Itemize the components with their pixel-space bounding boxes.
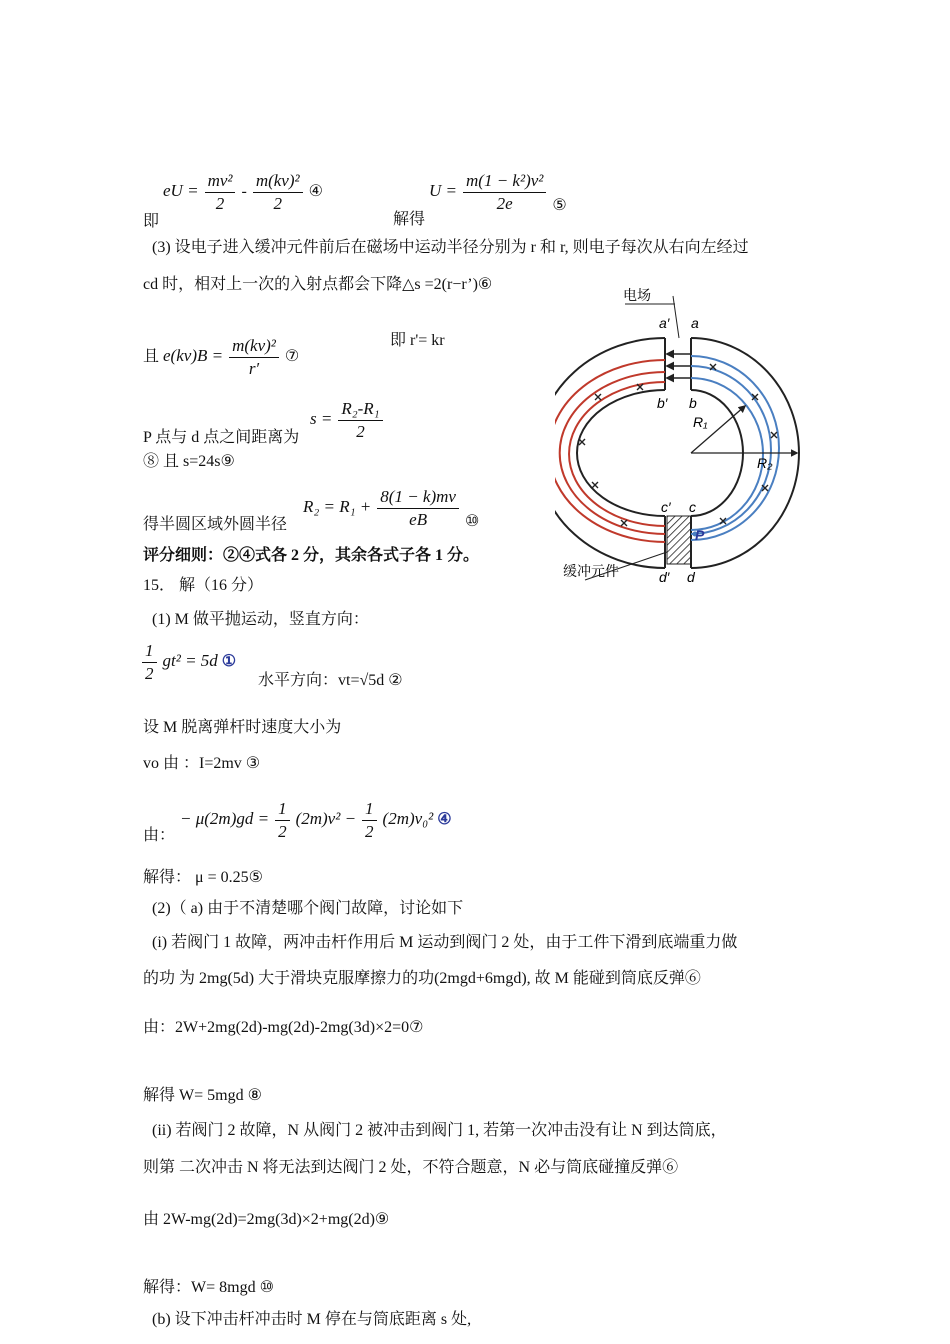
eq1-expr: gt² = 5d — [162, 651, 218, 671]
eq1-den: 2 — [145, 664, 154, 683]
label-field: 电场 — [623, 287, 651, 303]
case-ii-line1: (ii) 若阀门 2 故障，N 从阀门 2 被冲击到阀门 1, 若第一次冲击没有让 N 到达筒底， — [152, 1122, 727, 1139]
q15-part2a: (2)（ a) 由于不清楚哪个阀门故障，讨论如下 — [152, 900, 464, 917]
eq4-frac1-den: 2 — [215, 194, 225, 213]
v0-line: vo 由 ：I=2mv ③ — [143, 755, 261, 772]
part-b-line: (b) 设下冲击杆冲击时 M 停在与筒底距离 s 处, — [152, 1311, 472, 1328]
eq7-mark: ⑦ — [284, 348, 300, 366]
eq5-lhs: U = — [429, 181, 458, 201]
eq4b-mid: (2m)v² − — [295, 809, 357, 829]
label-p: P — [695, 527, 705, 543]
label-c-prime: c′ — [661, 499, 671, 515]
eq5-num: m(1 − k²)v² — [463, 170, 546, 193]
eq4b-mark: ④ — [437, 811, 452, 829]
label-d: d — [687, 569, 695, 584]
label-d-prime: d′ — [659, 569, 670, 584]
v0-intro: 设 M 脱离弹杆时速度大小为 — [143, 719, 342, 736]
label-buffer: 缓冲元件 — [563, 563, 619, 579]
eq-s-den: 2 — [356, 422, 365, 441]
label-c: c — [689, 499, 696, 515]
eq7-num: m(kv)² — [229, 335, 279, 358]
line-8: ⑧ 且 s=24s⑨ — [143, 453, 235, 470]
q15-heading: 15． 解（16 分） — [143, 577, 264, 594]
equation-4 — [143, 170, 323, 231]
eq10-num: 8(1 − k)mv — [377, 486, 459, 509]
eq7-lhs: e(kv)B = — [163, 346, 224, 366]
label-r2: R₂ — [757, 455, 773, 471]
equation-9: 由 2W-mg(2d)=2mg(3d)×2+mg(2d)⑨ — [143, 1211, 390, 1228]
eq5-den: 2e — [496, 194, 513, 213]
eq4-frac1-num: mv² — [205, 170, 236, 193]
case-i-line1: (i) 若阀门 1 故障，两冲击杆作用后 M 运动到阀门 2 处，由于工件下滑到底端重力做 — [152, 934, 738, 951]
mu-result: 解得： μ = 0.25⑤ — [143, 869, 263, 886]
eq4-frac2-den: 2 — [273, 194, 282, 213]
equation-5 — [393, 170, 567, 229]
eq5-prefix: 解得 — [393, 211, 426, 229]
eq5-mark: ⑤ — [552, 197, 567, 215]
eq7-den: r′ — [248, 359, 260, 378]
w8-result: 解得：W= 8mgd ⑩ — [143, 1279, 274, 1296]
eq10-mark: ⑩ — [464, 513, 480, 531]
eq4b-rhs: (2m)v₀² — [382, 809, 434, 829]
case-ii-line2: 则第 二次冲击 N 将无法到达阀门 2 处，不符合题意，N 必与筒底碰撞反弹⑥ — [143, 1159, 679, 1176]
rprime-line: 即 r'= kr — [390, 332, 445, 349]
equation-10 — [303, 486, 479, 531]
eq4b-n1: 1 — [275, 798, 290, 821]
equation-1 — [140, 640, 236, 685]
eq4-prefix: 即 — [143, 213, 160, 231]
label-a-prime: a′ — [659, 315, 670, 331]
eq4b-prefix: 由： — [143, 827, 176, 844]
part3-line1: (3) 设电子进入缓冲元件前后在磁场中运动半径分别为 r 和 r, 则电子每次从右向左经过 — [152, 239, 749, 256]
blue-trajectory-3 — [691, 378, 763, 530]
pd-text: P 点与 d 点之间距离为 — [143, 429, 300, 446]
equation-s — [310, 398, 385, 443]
field-ring-figure — [555, 282, 805, 584]
label-r1: R₁ — [693, 414, 708, 430]
eq-s-num: R₂-R₁ — [338, 398, 382, 421]
eq4-lhs: eU = — [163, 181, 199, 201]
equation-energy — [180, 798, 452, 843]
blue-trajectory-1 — [691, 356, 779, 540]
scoring-rule: 评分细则：②④式各 2 分，其余各式子各 1 分。 — [143, 547, 480, 564]
eq4b-lhs: − μ(2m)gd = — [180, 809, 270, 829]
label-b-prime: b′ — [657, 395, 668, 411]
label-a: a — [691, 315, 699, 331]
label-b: b — [689, 395, 697, 411]
q15-part1: (1) M 做平抛运动，竖直方向： — [152, 611, 369, 628]
case-i-line2: 的功 为 2mg(5d) 大于滑块克服摩擦力的功(2mgd+6mgd), 故 M 能碰到筒底反弹⑥ — [143, 970, 701, 987]
eq4b-d1: 2 — [278, 822, 287, 841]
buffer-element — [667, 516, 691, 564]
eq10-lhs: R₂ = R₁ + — [303, 497, 372, 517]
equation-7b: 由：2W+2mg(2d)-mg(2d)-2mg(3d)×2=0⑦ — [143, 1019, 424, 1036]
eq7-prefix: 且 — [143, 348, 160, 366]
equation-7 — [143, 335, 299, 380]
horizontal-line: 水平方向：vt=√5d ② — [258, 672, 403, 689]
eq4-frac2-num: m(kv)² — [253, 170, 303, 193]
eq10-prefix: 得半圆区域外圆半径 — [143, 516, 288, 533]
eq4b-n2: 1 — [362, 798, 377, 821]
eq4b-d2: 2 — [365, 822, 374, 841]
eq4-mark: ④ — [308, 183, 323, 201]
part3-line2: cd 时，相对上一次的入射点都会下降△s =2(r−r’)⑥ — [143, 276, 493, 293]
eq1-num: 1 — [142, 640, 157, 663]
eq10-den: eB — [409, 510, 428, 529]
w5-result: 解得 W= 5mgd ⑧ — [143, 1087, 262, 1104]
eq-s-lhs: s = — [310, 409, 333, 429]
eq4-minus: - — [241, 183, 247, 201]
eq1-mark: ① — [221, 653, 237, 671]
